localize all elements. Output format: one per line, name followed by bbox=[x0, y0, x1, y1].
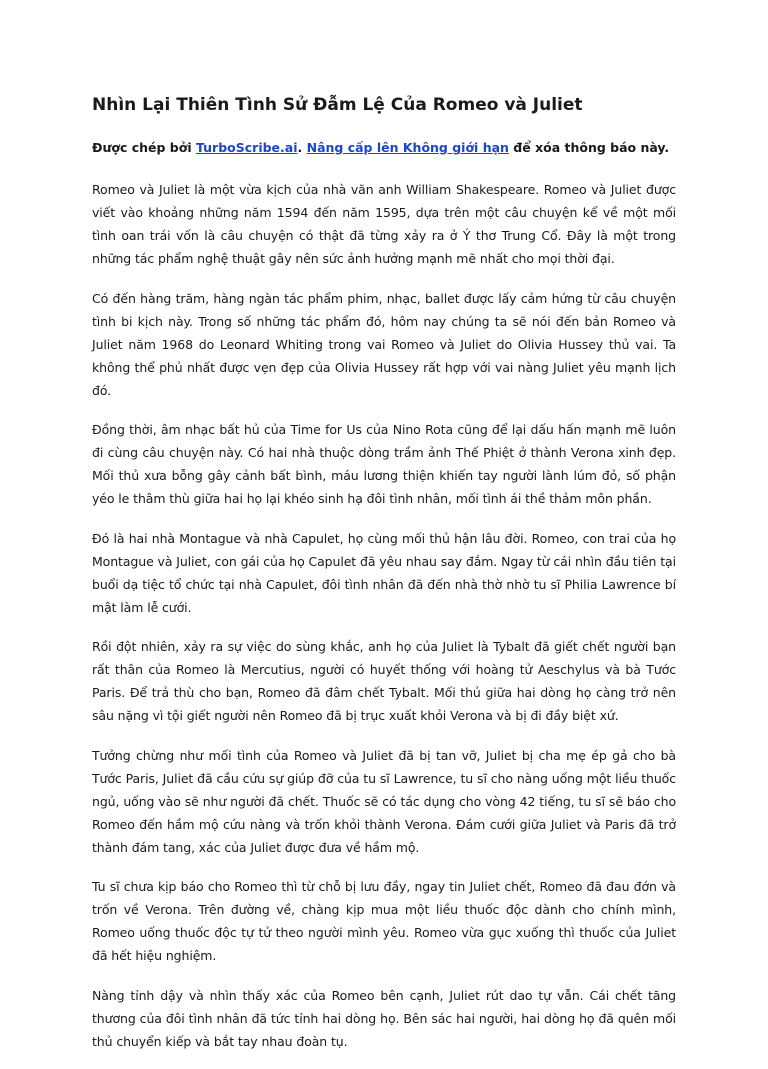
credit-separator: . bbox=[297, 140, 307, 155]
document-title: Nhìn Lại Thiên Tình Sử Đẫm Lệ Của Romeo và Juliet bbox=[92, 95, 583, 115]
paragraph-2: Có đến hàng trăm, hàng ngàn tác phẩm phim, nhạc, ballet được lấy cảm hứng từ câu chuyện tình bi kịch này. Trong số những tác phẩm đó, hôm nay chúng ta sẽ nói đến bản Romeo và Juliet năm 1968 do Leonard Whiting trong vai Romeo và Juliet do Olivia Hussey thủ vai. Ta không thể phủ nhất được vẹn đẹp của Olivia Hussey rất hợp với vai nàng Juliet yêu mạnh lịch đó. bbox=[92, 290, 676, 398]
paragraph-1: Romeo và Juliet là một vừa kịch của nhà văn anh William Shakespeare. Romeo và Juliet được viết vào khoảng những năm 1594 đến năm 1595, dựa trên một câu chuyện kể về một mối tình oan trái vốn là câu chuyện có thật đã từng xảy ra ở Ý thơ Trung Cổ. Đây là một trong những tác phẩm nghệ thuật gây nên sức ảnh hưởng mạnh mẽ nhất cho mọi thời đại. bbox=[92, 182, 676, 266]
paragraph-6: Tưởng chừng như mối tình của Romeo và Juliet đã bị tan vỡ, Juliet bị cha mẹ ép gả cho bà Tước Paris, Juliet đã cầu cứu sự giúp đỡ của tu sĩ Lawrence, tu sĩ cho nàng uống một liều thuốc ngủ, uống vào sẽ như người đã chết. Thuốc sẽ có tác dụng cho vòng 42 tiếng, tu sĩ sẽ báo cho Romeo đến hầm mộ cứu nàng và trốn khỏi thành Verona. Đám cưới giữa Juliet và Paris đã trở thành đám tang, xác của Juliet được đưa về hầm mộ. bbox=[92, 747, 676, 855]
credit-prefix: Được chép bởi bbox=[92, 140, 196, 155]
paragraph-8: Nàng tỉnh dậy và nhìn thấy xác của Romeo bên cạnh, Juliet rút dao tự vẫn. Cái chết tăng thương của đôi tình nhân đã tức tỉnh hai dòng họ. Bên sác hai người, hai dòng họ đã quên mối thủ chuyển kiếp và bắt tay nhau đoàn tụ. bbox=[92, 987, 676, 1049]
paragraph-4: Đó là hai nhà Montague và nhà Capulet, họ cùng mối thủ hận lâu đời. Romeo, con trai của họ Montague và Juliet, con gái của họ Capulet đã yêu nhau say đắm. Ngay từ cái nhìn đầu tiên tại buổi dạ tiệc tổ chức tại nhà Capulet, đôi tình nhân đã đến nhà thờ nhờ tu sĩ Philia Lawrence bí mật làm lễ cưới. bbox=[92, 530, 676, 615]
paragraph-5: Rồi đột nhiên, xảy ra sự việc do sùng khắc, anh họ của Juliet là Tybalt đã giết chết người bạn rất thân của Romeo là Mercutius, người có huyết thống với hoàng tử Aeschylus và bà Tước Paris. Để trả thù cho bạn, Romeo đã đâm chết Tybalt. Mối thủ giữa hai dòng họ càng trở nên sâu nặng vì tội giết người nên Romeo đã bị trục xuất khỏi Verona và bị đi đầy biệt xứ. bbox=[92, 639, 676, 723]
paragraph-3: Đồng thời, âm nhạc bất hủ của Time for Us của Nino Rota cũng để lại dấu hấn mạnh mẽ luôn đi cùng câu chuyện này. Có hai nhà thuộc dòng trầm ảnh Thế Phiệt ở thành Verona xinh đẹp. Mối thủ xưa bỗng gây cảnh bất bình, máu lương thiện khiến tay người lành lúm đỏ, số phận yéo le thâm thù giữa hai họ lại khéo sinh hạ đôi tình nhân, mối tình ái thề thảm môn phần. bbox=[92, 422, 676, 506]
turboscribe-link[interactable]: TurboScribe.ai bbox=[195, 140, 298, 155]
paragraph-7: Tu sĩ chưa kịp báo cho Romeo thì từ chỗ bị lưu đầy, ngay tin Juliet chết, Romeo đã đau đớn và trốn về Verona. Trên đường về, chàng kịp mua một liều thuốc độc dành cho chính mình, Romeo uống thuốc độc tự tử theo người mình yêu. Romeo vừa gục xuống thì thuốc của Juliet đã hết hiệu nghiệm. bbox=[92, 879, 676, 963]
credit-suffix: để xóa thông báo này. bbox=[508, 140, 670, 155]
transcription-notice bbox=[92, 138, 676, 158]
document-page bbox=[92, 92, 676, 1069]
upgrade-unlimited-link[interactable]: Nâng cấp lên Không giới hạn bbox=[306, 140, 509, 155]
